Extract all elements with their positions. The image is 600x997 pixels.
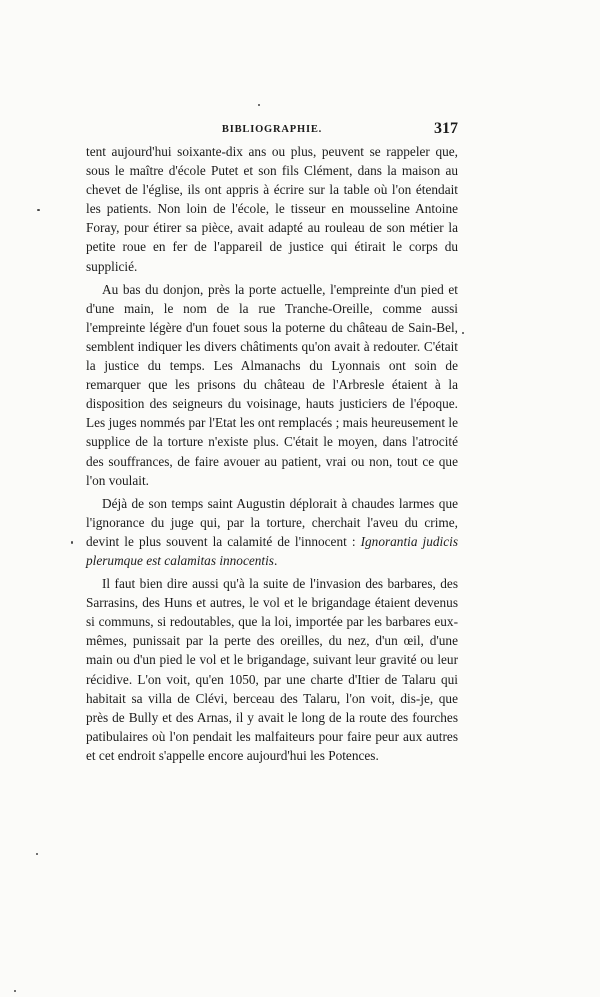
latin-quote: Ignorantia judicis plerumque est calamitas innocentis <box>86 533 459 568</box>
scan-speck <box>462 332 464 334</box>
paragraph-end: . <box>273 552 278 568</box>
running-head: BIBLIOGRAPHIE. <box>221 124 323 135</box>
scan-speck <box>37 209 40 211</box>
page-header <box>86 121 458 139</box>
paragraph: Il faut bien dire aussi qu'à la suite de l'invasion des barbares, des Sarrasins, des Huns et autres, le vol et le brigandage étaient devenus si communs, si redoutables, que la loi, importée par les barbares eux-mêmes, punissait par la perte des oreilles, du nez, d'un œil, d'une main ou d'un pied le vol et le brigandage, suivant leur gravité ou leur récidive. L'on voit, qu'en 1050, par une charte d'Itier de Talaru qui habitait sa villa de Clévi, berceau des Talaru, l'on voit, dis-je, que près de Bully et des Arnas, il y avait le long de la route des fourches patibulaires où l'on pendait les malfaiteurs pour faire peur aux autres et cet endroit s'appelle encore aujourd'hui les Potences. <box>86 576 458 763</box>
scan-speck <box>71 541 73 544</box>
page-number: 317 <box>434 120 458 137</box>
paragraph: tent aujourd'hui soixante-dix ans ou plus, peuvent se rappeler que, sous le maître d'école Putet et son fils Clément, dans la maison au chevet de l'église, ils ont appris à écrire sur la table où l'on étendait les patients. Non loin de l'école, le tisseur en mousseline Antoine Foray, pour étirer sa pièce, avait adapté au rouleau de son métier la petite roue en fer de l'appareil de justice qui étirait le corps du supplicié. <box>86 144 458 274</box>
scan-speck <box>258 104 260 106</box>
scan-speck <box>14 990 16 992</box>
paragraph-text: Déjà de son temps saint Augustin déplorait à chaudes larmes que l'ignorance du juge qui, par la torture, cherchait l'aveu du crime, devint le plus souvent la calamité de l'innocent : <box>86 495 458 549</box>
paragraph <box>86 494 458 570</box>
scan-speck <box>36 853 38 855</box>
paragraph: Au bas du donjon, près la porte actuelle, l'empreinte d'un pied et d'une main, le nom de la rue Tranche-Oreille, comme aussi l'empreinte légère d'un fouet sous la poterne du château de Sain-Bel, semblent indiquer les divers châtiments qu'on avait à redouter. C'était la justice du temps. Les Almanachs du Lyonnais ont soin de remarquer que les prisons du château de l'Arbresle étaient à la disposition des seigneurs du voisinage, hauts justiciers de l'époque. Les juges nommés par l'Etat les ont remplacés ; mais heureusement le supplice de la torture n'existe plus. C'était le moyen, dans l'atrocité des souffrances, de faire avouer au patient, vrai ou non, tout ce que l'on voulait. <box>86 281 458 488</box>
page-body <box>86 142 458 765</box>
